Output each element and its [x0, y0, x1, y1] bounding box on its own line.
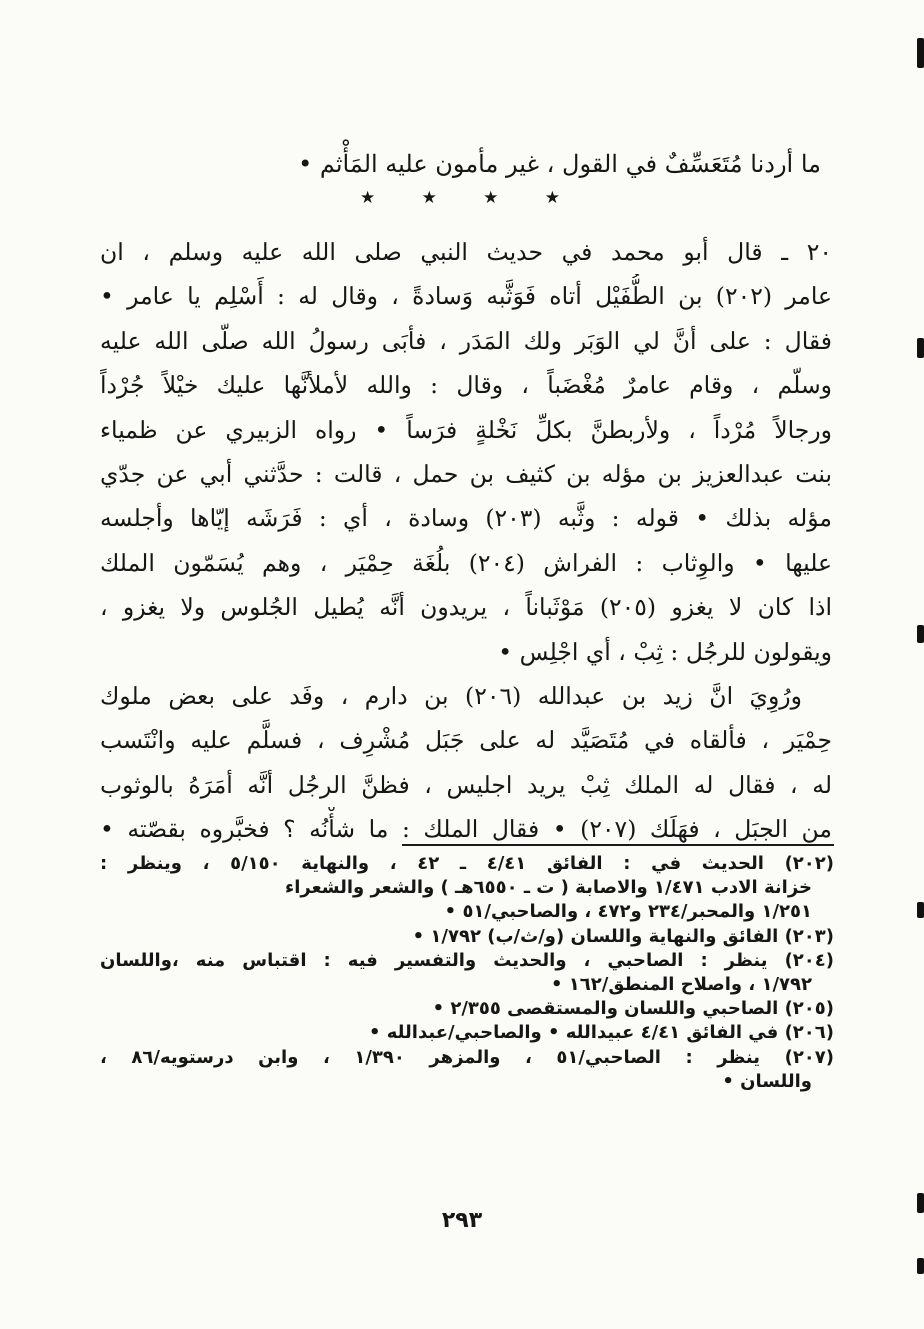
- star-icon: ★: [360, 187, 376, 208]
- text-line: حِمْيَر ، فألقاه في مُتَصَيَّد له على جَبَل مُشْرِف ، فسلَّم عليه وانْتَسب: [100, 726, 832, 755]
- footnote-line: (٢٠٤) ينظر : الصاحبي ، والحديث والتفسير فيه : اقتباس منه ،واللسان: [100, 949, 834, 971]
- star-icon: ★: [483, 187, 499, 208]
- main-text: [100, 230, 832, 851]
- footnote-line: (٢٠٦) في الفائق ٤/٤١ عبيدالله • والصاحبي/عبدالله •: [368, 1022, 834, 1044]
- text-line: من الجبَل ، فهَلَك (٢٠٧) • فقال الملك : ما شأْنُه ؟ فخبَّروه بقصّته •: [100, 815, 832, 844]
- continued-text-line: ما أردنا مُتَعَسِّفٌ في القول ، غير مأمون عليه المَأْثم •: [298, 150, 821, 178]
- footnote-202: [100, 852, 834, 925]
- star-icon: ★: [544, 187, 560, 208]
- text-line: ٢٠ ـ قال أبو محمد في حديث النبي صلى الله عليه وسلم ، ان: [100, 238, 832, 266]
- text-line: له ، فقال له الملك ثِبْ يريد اجليس ، فظنَّ الرجُل أنَّه أمَرَهُ بالوثوب: [100, 770, 832, 799]
- scan-edge-mark: [917, 338, 924, 358]
- section-separator: [360, 186, 560, 210]
- footnote-line: (٢٠٢) الحديث في : الفائق ٤/٤١ ـ ٤٢ ، والنهاية ٥/١٥٠ ، وينظر :: [100, 853, 834, 874]
- text-line: فقال : على أنَّ لي الوَبَر ولك المَدَر ، فأبَى رسولُ الله صلّى الله عليه: [100, 326, 832, 355]
- text-line: ويقولون للرجُل : ثِبْ ، أي اجْلِس •: [498, 637, 832, 666]
- text-line: عليها • والوِثاب : الفراش (٢٠٤) بلُغَة حِمْيَر ، وهم يُسَمّون الملك: [100, 548, 832, 577]
- text-line: عامر (٢٠٢) بن الطُّفَيْل أتاه فَوَثَّبه وَسادةً ، وقال له : أَسْلِم يا عامر •: [100, 282, 832, 311]
- footnote-line: خزانة الادب ١/٤٧١ والاصابة ( ت ـ ٦٥٥٠هـ ) والشعر والشعراء: [285, 877, 812, 899]
- text-line: ورُوِيَ انَّ زيد بن عبدالله (٢٠٦) بن دارم ، وفَد على بعض ملوك: [100, 681, 803, 710]
- scan-edge-mark: [917, 38, 924, 68]
- text-line: بنت عبدالعزيز بن مؤله بن كثيف بن حمل ، قالت : حدَّثني أبي عن جدّي: [100, 459, 832, 488]
- footnote-line: (٢٠٧) ينظر : الصاحبي/٥١ ، والمزهر ١/٣٩٠ ، وابن درستويه/٨٦ ،: [100, 1046, 834, 1068]
- footnote-line: (٢٠٥) الصاحبي واللسان والمستقصى ٢/٣٥٥ •: [432, 998, 834, 1020]
- footnote-204: [100, 949, 834, 997]
- footnote-line: (٢٠٣) الفائق والنهاية واللسان (و/ث/ب) ١/٧٩٢ •: [412, 925, 834, 947]
- scan-edge-mark: [917, 1193, 924, 1213]
- page-number: ٢٩٣: [441, 1208, 483, 1233]
- text-line: وسلّم ، وقام عامرٌ مُغْضَباً ، وقال : والله لأملأنَّها عليك خيْلاً جُرْداً: [100, 371, 832, 400]
- footnote-line: واللسان •: [722, 1070, 812, 1092]
- footnote-line: ١/٧٩٢ ، واصلاح المنطق/١٦٢ •: [551, 973, 812, 995]
- footnote-divider: [402, 844, 834, 846]
- footnote-203: [100, 925, 834, 949]
- footnote-line: ١/٢٥١ والمحبر/٢٣٤ و٤٧٢ ، والصاحبي/٥١ •: [444, 901, 812, 923]
- scan-edge-mark: [917, 1258, 924, 1274]
- star-icon: ★: [421, 187, 437, 208]
- footnote-207: [100, 1046, 834, 1094]
- footnotes: [100, 852, 834, 1094]
- text-line: ورجالاً مُرْداً ، ولأربطنَّ بكلِّ نَخْلةٍ فرَساً • رواه الزبيري عن ظمياء: [100, 415, 832, 444]
- text-line: مؤله بذلك • قوله : وثَّبه (٢٠٣) وسادة ، أي : فَرَشَه إيّاها وأجلسه: [100, 504, 832, 533]
- scan-edge-mark: [917, 902, 924, 918]
- footnote-205: [100, 997, 834, 1021]
- footnote-206: [100, 1021, 834, 1045]
- scan-edge-mark: [917, 625, 924, 643]
- text-line: اذا كان لا يغزو (٢٠٥) مَوْثَباناً ، يريدون أنَّه يُطيل الجُلوس ولا يغزو ،: [100, 593, 832, 622]
